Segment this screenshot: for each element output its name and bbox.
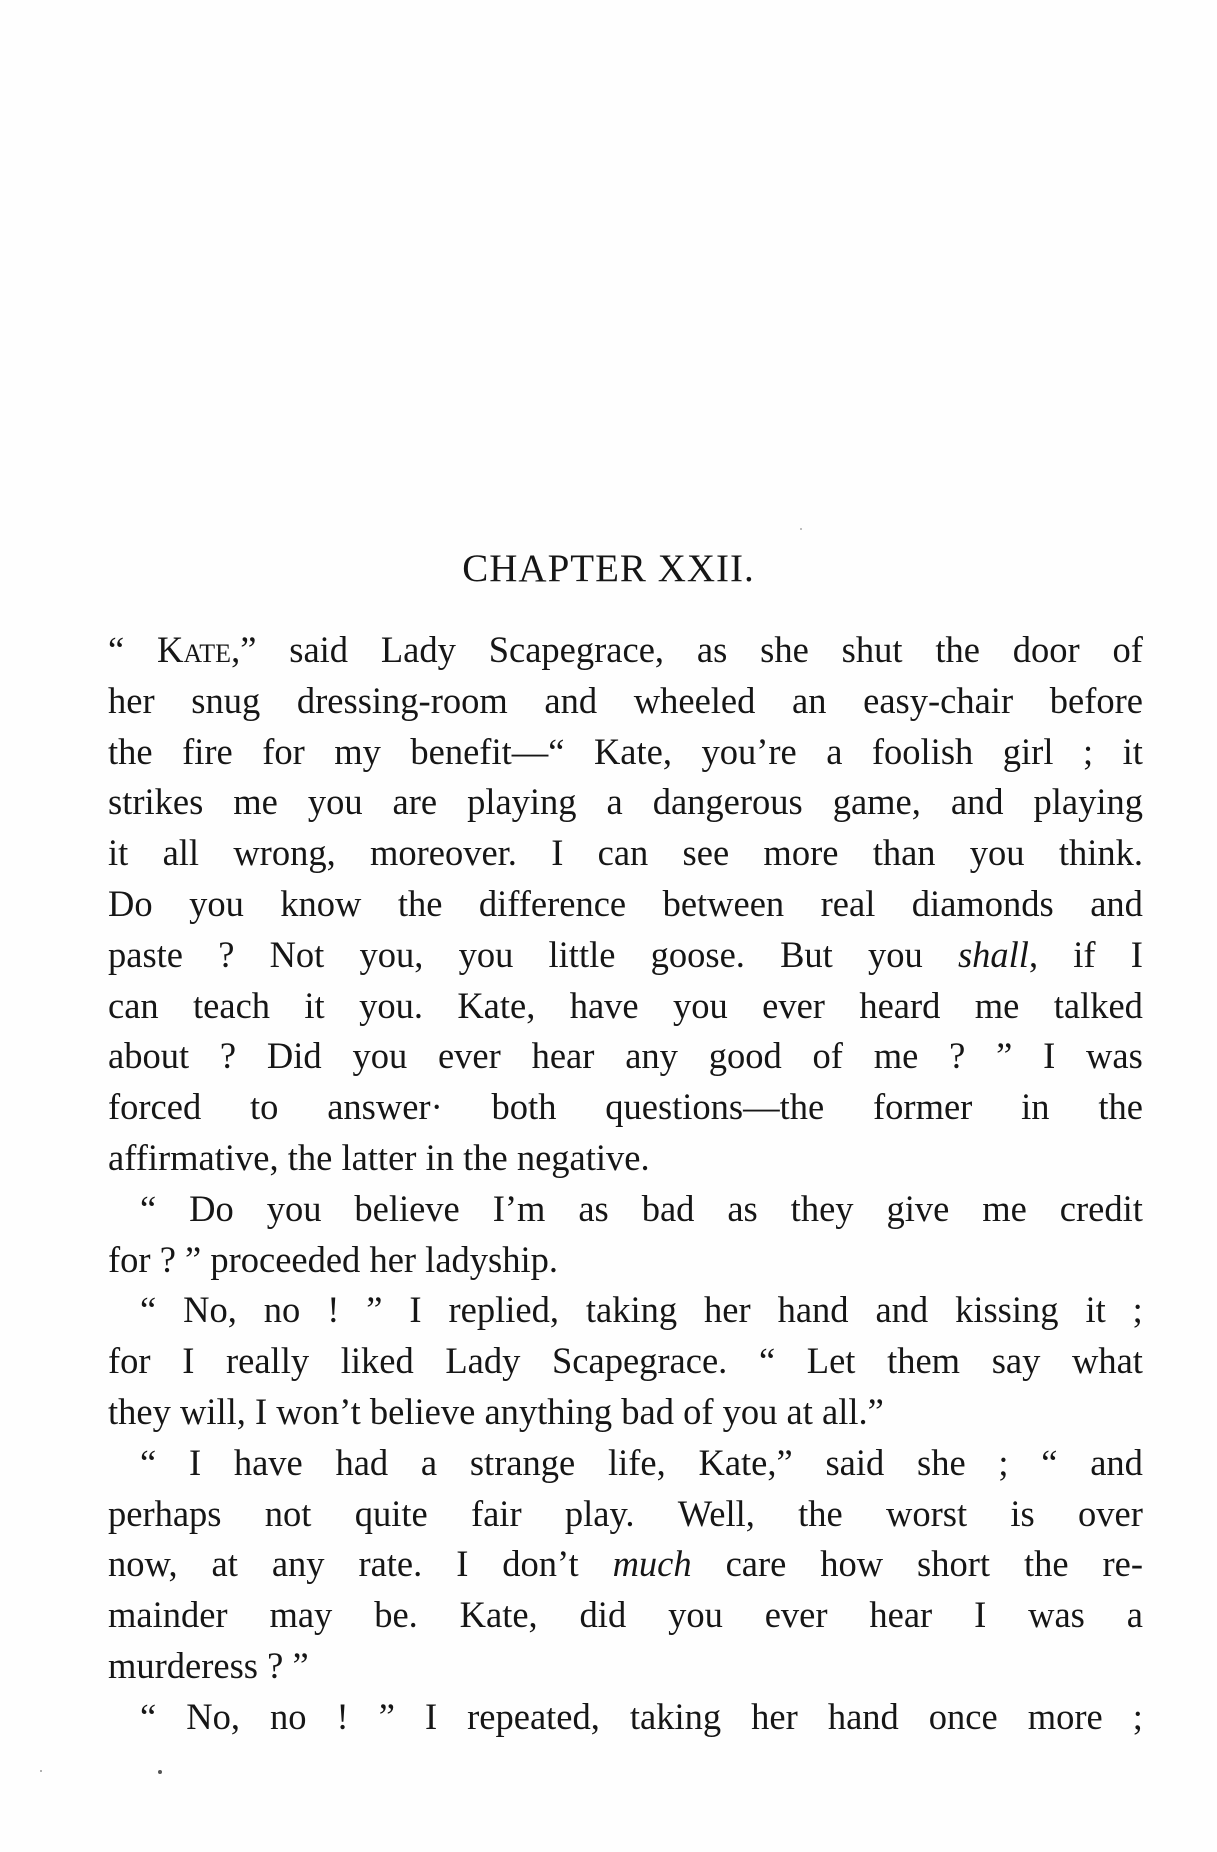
text-line: about ? Did you ever hear any good of me ? ” I was bbox=[108, 1035, 1143, 1077]
ink-speck bbox=[158, 1770, 162, 1774]
text-line: paste ? Not you, you little goose. But you shall, if I bbox=[108, 933, 1143, 975]
text-line: strikes me you are playing a dangerous game, and playing bbox=[108, 781, 1143, 823]
text-line: “ Do you believe I’m as bad as they give me credit bbox=[140, 1187, 1143, 1229]
text-line: affirmative, the latter in the negative. bbox=[108, 1136, 650, 1178]
text-line: Do you know the difference between real diamonds and bbox=[108, 882, 1143, 924]
text-line: “ I have had a strange life, Kate,” said she ; “ and bbox=[140, 1441, 1143, 1483]
text-line: murderess ? ” bbox=[108, 1644, 309, 1686]
text-line: for I really liked Lady Scapegrace. “ Let them say what bbox=[108, 1340, 1143, 1382]
text-line: now, at any rate. I don’t much care how short the re- bbox=[108, 1543, 1143, 1585]
text-line: they will, I won’t believe anything bad of you at all.” bbox=[108, 1390, 884, 1432]
text-line: “ No, no ! ” I replied, taking her hand and kissing it ; bbox=[140, 1289, 1143, 1331]
text-line: the fire for my benefit—“ Kate, you’re a foolish girl ; it bbox=[108, 730, 1143, 772]
text-line: “ Kate,” said Lady Scapegrace, as she shut the door of bbox=[108, 629, 1143, 670]
text-line: can teach it you. Kate, have you ever heard me talked bbox=[108, 984, 1143, 1026]
text-line: perhaps not quite fair play. Well, the worst is over bbox=[108, 1492, 1143, 1534]
text-line: mainder may be. Kate, did you ever hear I was a bbox=[108, 1594, 1143, 1636]
text-line: for ? ” proceeded her ladyship. bbox=[108, 1238, 558, 1280]
text-line: it all wrong, moreover. I can see more than you think. bbox=[108, 832, 1143, 874]
ink-speck bbox=[40, 1770, 42, 1772]
chapter-text bbox=[108, 625, 1143, 1743]
text-line: her snug dressing-room and wheeled an easy-chair before bbox=[108, 679, 1143, 721]
text-line: forced to answer· both questions—the former in the bbox=[108, 1086, 1143, 1128]
ink-speck bbox=[800, 528, 802, 530]
text-line: “ No, no ! ” I repeated, taking her hand once more ; bbox=[140, 1695, 1143, 1737]
chapter-heading: CHAPTER XXII. bbox=[462, 547, 755, 590]
